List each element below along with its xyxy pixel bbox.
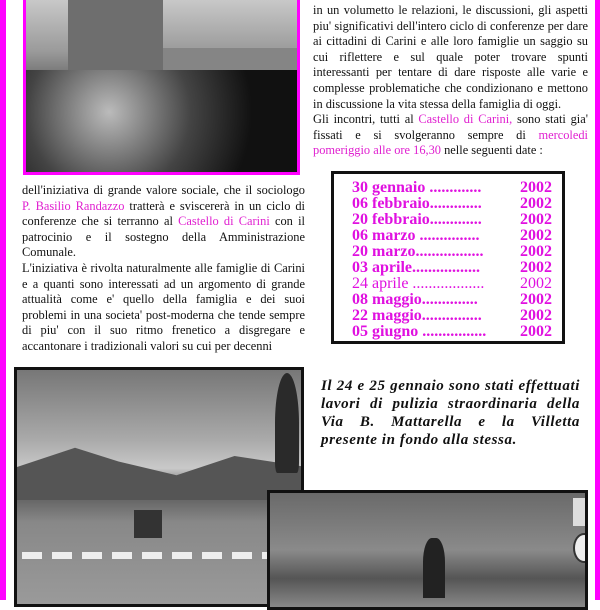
car	[134, 510, 162, 538]
speed-sign	[573, 533, 588, 563]
date-label: 24 aprile ..................	[352, 275, 485, 292]
date-year: 2002	[520, 307, 552, 324]
date-label: 30 gennaio .............	[352, 179, 482, 196]
date-year: 2002	[520, 211, 552, 228]
date-entry	[352, 212, 552, 228]
text: dell'iniziativa di grande valore sociale, che il sociologo	[22, 183, 305, 197]
date-entry	[352, 228, 552, 244]
text: tratterà e sviscererà in un ciclo di conferenze che si terranno al	[22, 198, 305, 229]
date-year: 2002	[520, 259, 552, 276]
intro-paragraph: in un volumetto le relazioni, le discussioni, gli aspetti piu' significativi dell'intero ciclo di conferenze per dare ai cittadini di Carini e alle loro famiglie un saggio su cui riflettere e sul quale poter trovare spunti interessanti per tentare di dare risposte alle varie e complesse problematiche che condizionano e mettono in discussione la vita stessa della famiglia di oggi.	[313, 3, 588, 111]
families-paragraph: L'iniziativa è rivolta naturalmente alle famiglie di Carini e a quanti sono interessati ad un argomento di grande attualità come e' quello della famiglia e dei suoi problemi in una societa' post-moderna che tende sempre di piu' con il suo ritmo frenetico a disgregare e accantonare i tradizionali valori su cui per decenni	[22, 260, 305, 353]
date-label: 05 giugno ................	[352, 323, 487, 340]
date-label: 22 maggio...............	[352, 307, 482, 324]
worker-photo	[267, 490, 588, 610]
date-entry	[352, 260, 552, 276]
date-year: 2002	[520, 195, 552, 212]
cleanup-caption: Il 24 e 25 gennaio sono stati effettuati lavori di pulizia straordinaria della Via B. Mattarella e la Villetta presente in fondo alla stessa.	[321, 378, 580, 448]
mountains	[17, 445, 304, 500]
text: nelle seguenti date :	[441, 143, 543, 158]
date-entry	[352, 324, 552, 340]
initiative-paragraph	[22, 183, 305, 261]
intro-text-right	[313, 3, 588, 159]
text: sono stati gia' fissati e si svolgeranno sempre di	[313, 112, 588, 142]
castle-photo	[23, 0, 300, 175]
cypress-tree	[275, 373, 299, 473]
date-year: 2002	[520, 275, 552, 292]
street-photo	[14, 367, 304, 607]
date-label: 06 marzo ...............	[352, 227, 480, 244]
right-magenta-border	[595, 0, 600, 600]
date-entry	[352, 244, 552, 260]
dates-box	[331, 171, 565, 344]
speaker-highlight: P. Basilio Randazzo	[22, 198, 125, 213]
date-entry	[352, 292, 552, 308]
date-label: 20 febbraio.............	[352, 211, 482, 228]
meeting-paragraph	[313, 112, 588, 159]
left-article-text	[22, 183, 305, 355]
warning-sign	[573, 498, 588, 526]
date-year: 2002	[520, 179, 552, 196]
date-year: 2002	[520, 291, 552, 308]
date-label: 06 febbraio.............	[352, 195, 482, 212]
crosswalk	[22, 552, 282, 559]
date-year: 2002	[520, 227, 552, 244]
worker-figure	[423, 538, 445, 598]
castle-tower	[68, 0, 163, 80]
venue-highlight: Castello di Carini,	[418, 112, 513, 127]
date-year: 2002	[520, 243, 552, 260]
date-year: 2002	[520, 323, 552, 340]
time-highlight: mercoledi pomeriggio alle ore 16,30	[313, 127, 588, 158]
date-entry	[352, 180, 552, 196]
text: Gli incontri, tutti al	[313, 112, 419, 127]
text: con il patrocinio e il sostegno della Amministrazione Comunale.	[22, 214, 305, 260]
trees	[26, 70, 300, 175]
date-entry	[352, 276, 552, 292]
venue-highlight: Castello di Carini	[178, 214, 270, 229]
date-label: 03 aprile.................	[352, 259, 480, 276]
date-entry	[352, 196, 552, 212]
date-label: 08 maggio..............	[352, 291, 478, 308]
date-entry	[352, 308, 552, 324]
left-magenta-border	[0, 0, 6, 600]
date-label: 20 marzo.................	[352, 243, 484, 260]
